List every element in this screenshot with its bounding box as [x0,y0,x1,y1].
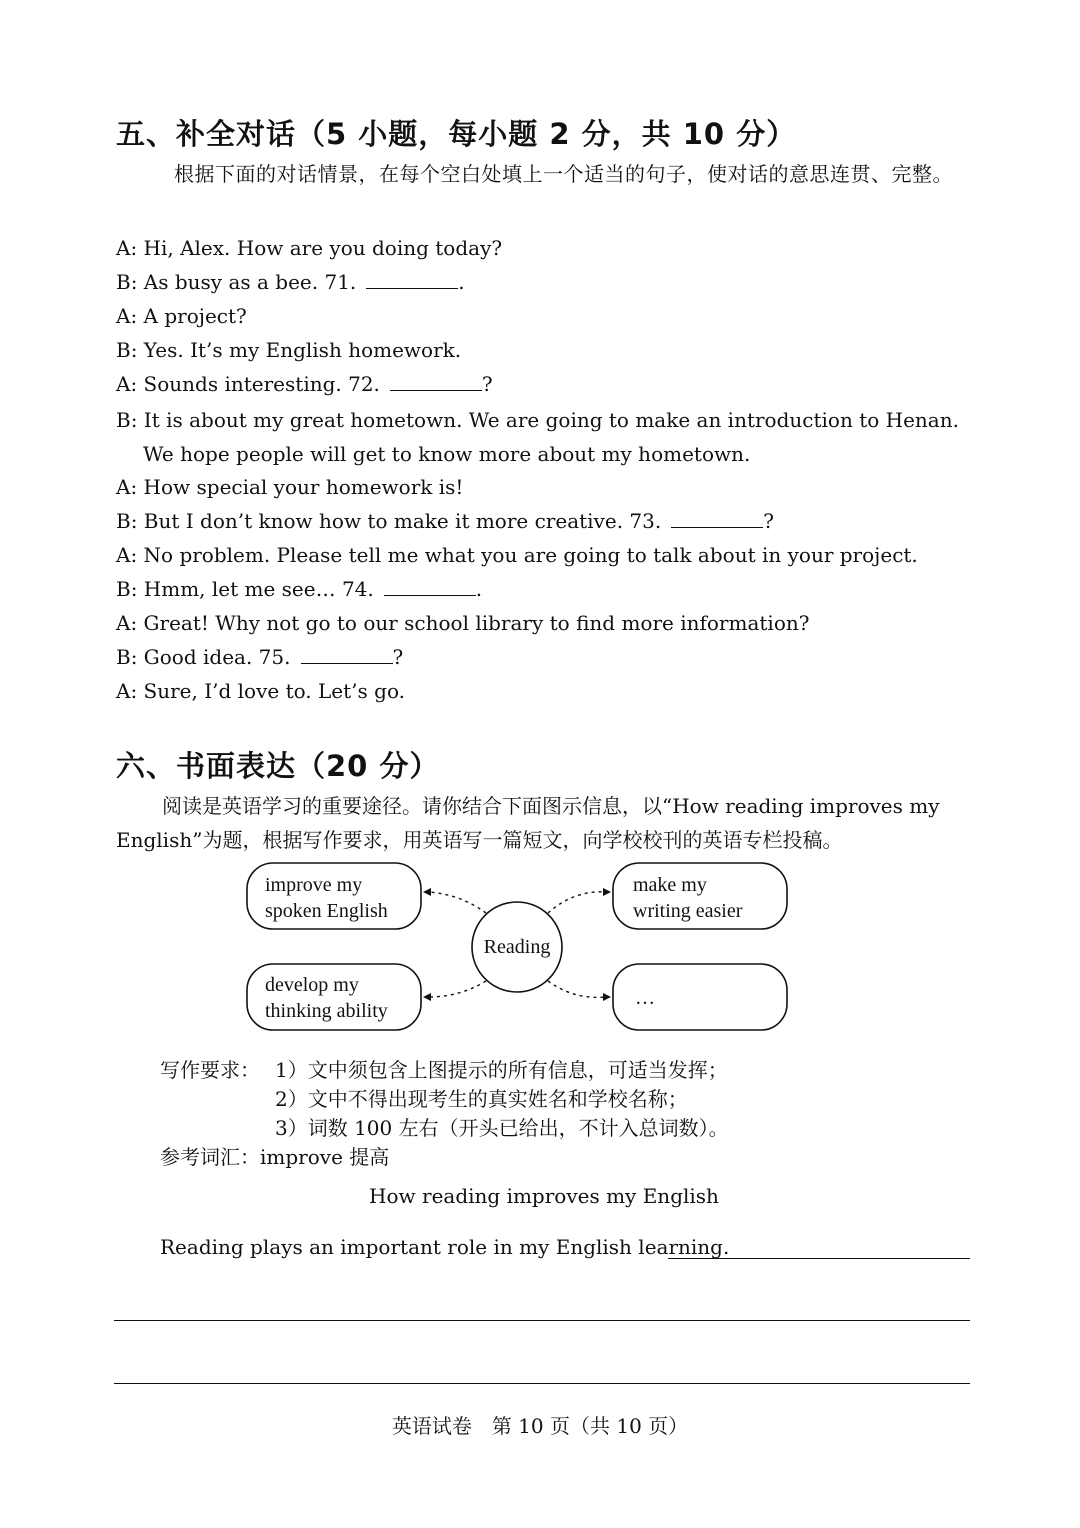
dialogue-line: A: Sounds interesting. 72. ? [116,372,493,396]
arrowhead-bottom-left [423,993,431,1001]
node-top-right-line1: make my [633,874,707,896]
writing-line-opening[interactable] [668,1258,970,1259]
requirement-2: 2）文中不得出现考生的真实姓名和学校名称； [275,1087,688,1111]
dialogue-line: A: Sure, I’d love to. Let’s go. [116,679,406,703]
connector-bottom-left [428,981,486,997]
answer-blank-71[interactable] [366,270,458,289]
answer-blank-74[interactable] [384,577,476,596]
arrowhead-top-left [423,888,431,896]
node-bottom-left-line1: develop my [265,974,359,996]
node-top-left-line2: spoken English [265,900,388,922]
dialogue-line: A: How special your homework is! [116,475,464,499]
section6-instruction: 阅读是英语学习的重要途径。请你结合下面图示信息，以“How reading improves my English”为题，根据写作要求，用英语写一篇短文，向学校校刊的英语专栏投稿。 [116,794,940,852]
connector-top-left [428,892,486,913]
answer-blank-75[interactable] [301,645,393,664]
node-top-left-line1: improve my [265,874,363,896]
node-bottom-right-text: … [635,987,655,1009]
arrowhead-bottom-right [603,993,611,1001]
dialogue-line: B: It is about my great hometown. We are going to make an introduction to Henan. We hope people will get to know more about my hometown. [116,408,959,466]
section5-title: 五、补全对话（5 小题，每小题 2 分，共 10 分） [116,117,797,151]
essay-title: How reading improves my English [369,1184,719,1208]
dialogue-line: B: Yes. It’s my English homework. [116,338,462,362]
dialogue-line: A: No problem. Please tell me what you are going to talk about in your project. [116,543,918,567]
node-top-right-line2: writing easier [633,900,743,922]
requirement-1: 1）文中须包含上图提示的所有信息，可适当发挥； [275,1058,728,1082]
dialogue-line: A: A project? [116,304,247,328]
reading-mind-map [240,858,800,1038]
dialogue-line: A: Great! Why not go to our school library to find more information? [116,611,810,635]
answer-blank-73[interactable] [671,509,763,528]
arrowhead-top-right [603,888,611,896]
node-bottom-left-line2: thinking ability [265,1000,388,1022]
connector-top-right [548,892,606,913]
node-center-text: Reading [483,936,551,958]
writing-line[interactable] [114,1320,970,1321]
section6-title: 六、书面表达（20 分） [116,749,440,783]
dialogue-line: A: Hi, Alex. How are you doing today? [116,236,503,260]
writing-line[interactable] [114,1383,970,1384]
essay-opening: Reading plays an important role in my English learning. [160,1235,730,1259]
requirements-label: 写作要求： [160,1058,260,1082]
dialogue-line: B: Good idea. 75. ? [116,645,404,669]
page-footer: 英语试卷 第 10 页（共 10 页） [391,1414,689,1438]
dialogue-line: B: But I don’t know how to make it more creative. 73. ? [116,509,774,533]
answer-blank-72[interactable] [390,372,482,391]
requirement-3: 3）词数 100 左右（开头已给出，不计入总词数）。 [275,1116,729,1140]
section5-instruction: 根据下面的对话情景，在每个空白处填上一个适当的句子，使对话的意思连贯、完整。 [174,162,953,186]
connector-bottom-right [548,981,606,997]
reference-vocabulary: 参考词汇：improve 提高 [160,1145,390,1169]
dialogue-line: B: Hmm, let me see… 74. . [116,577,483,601]
dialogue-line: B: As busy as a bee. 71. . [116,270,465,294]
